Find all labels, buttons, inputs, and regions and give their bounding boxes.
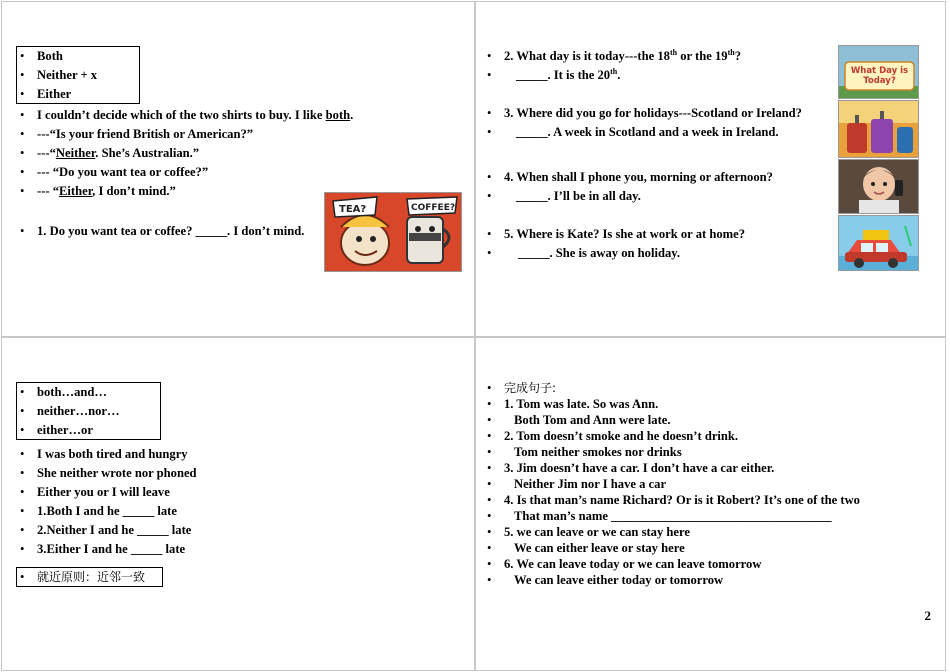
answer-line: • _____. I’ll be in all day. (487, 189, 641, 203)
box-item: • Both (20, 49, 63, 63)
car-travel-image (838, 215, 919, 271)
exercise-answer: • We can either leave or stay here (487, 541, 685, 555)
box-item: • Either (20, 87, 72, 101)
exercise-answer: • Both Tom and Ann were late. (487, 413, 671, 427)
exercise-line: • 3.Either I and he _____ late (20, 542, 186, 556)
example-line: • Either you or I will leave (20, 485, 170, 499)
example-line: • --- “Do you want tea or coffee?” (20, 165, 209, 179)
example-line: • I couldn’t decide which of the two shirts to buy. I like both. (20, 108, 354, 122)
tea-label: TEA? (339, 204, 367, 215)
rule-line: • 就近原则：近邻一致 (20, 570, 146, 584)
example-line: • She neither wrote nor phoned (20, 466, 197, 480)
exercise-title: • 完成句子: (487, 381, 557, 395)
question-line: • 1. Do you want tea or coffee? _____. I don’t mind. (20, 224, 305, 238)
page-number: 2 (924, 608, 931, 623)
question-line: • 5. Where is Kate? Is she at work or at home? (487, 227, 746, 241)
example-line: • --- “Either, I don’t mind.” (20, 184, 176, 198)
exercise-line: • 2. Tom doesn’t smoke and he doesn’t drink. (487, 429, 739, 443)
example-line: • I was both tired and hungry (20, 447, 188, 461)
exercise-line: • 5. we can leave or we can stay here (487, 525, 690, 539)
exercise-line: • 1.Both I and he _____ late (20, 504, 177, 518)
exercise-answer: • We can leave either today or tomorrow (487, 573, 724, 587)
exercise-line: • 1. Tom was late. So was Ann. (487, 397, 659, 411)
question-line: • 2. What day is it today---the 18th or the 19th? (487, 47, 741, 63)
example-line: • ---“Neither. She’s Australian.” (20, 146, 200, 160)
answer-line: • _____. She is away on holiday. (487, 246, 681, 260)
exercise-line: • 2.Neither I and he _____ late (20, 523, 192, 537)
answer-line: • _____. A week in Scotland and a week in Ireland. (487, 125, 779, 139)
exercise-answer: • Neither Jim nor I have a car (487, 477, 667, 491)
example-line: • ---“Is your friend British or American?” (20, 127, 254, 141)
coffee-label: COFFEE? (411, 203, 456, 213)
what-day-caption: What Day is Today? (850, 66, 909, 86)
slide-panel-1 (1, 1, 475, 337)
exercise-answer: • That man’s name ___________________________________ (487, 509, 832, 523)
exercise-line: • 4. Is that man’s name Richard? Or is it Robert? It’s one of the two (487, 493, 860, 507)
exercise-answer: • Tom neither smokes nor drinks (487, 445, 682, 459)
question-line: • 4. When shall I phone you, morning or afternoon? (487, 170, 773, 184)
question-line: • 3. Where did you go for holidays---Scotland or Ireland? (487, 106, 802, 120)
box-item: • either…or (20, 423, 93, 437)
slide-panel-2 (475, 1, 946, 337)
what-day-image (838, 45, 919, 99)
box-item: • neither…nor… (20, 404, 120, 418)
child-phone-image (838, 159, 919, 214)
travel-luggage-image (838, 100, 919, 158)
tea-coffee-cartoon (324, 192, 462, 272)
slide-panel-3 (1, 337, 475, 671)
exercise-line: • 3. Jim doesn’t have a car. I don’t have a car either. (487, 461, 775, 475)
box-item: • both…and… (20, 385, 107, 399)
box-item: • Neither + x (20, 68, 98, 82)
slide-panel-4 (475, 337, 946, 671)
answer-line: • _____. It is the 20th. (487, 66, 621, 82)
exercise-line: • 6. We can leave today or we can leave tomorrow (487, 557, 762, 571)
